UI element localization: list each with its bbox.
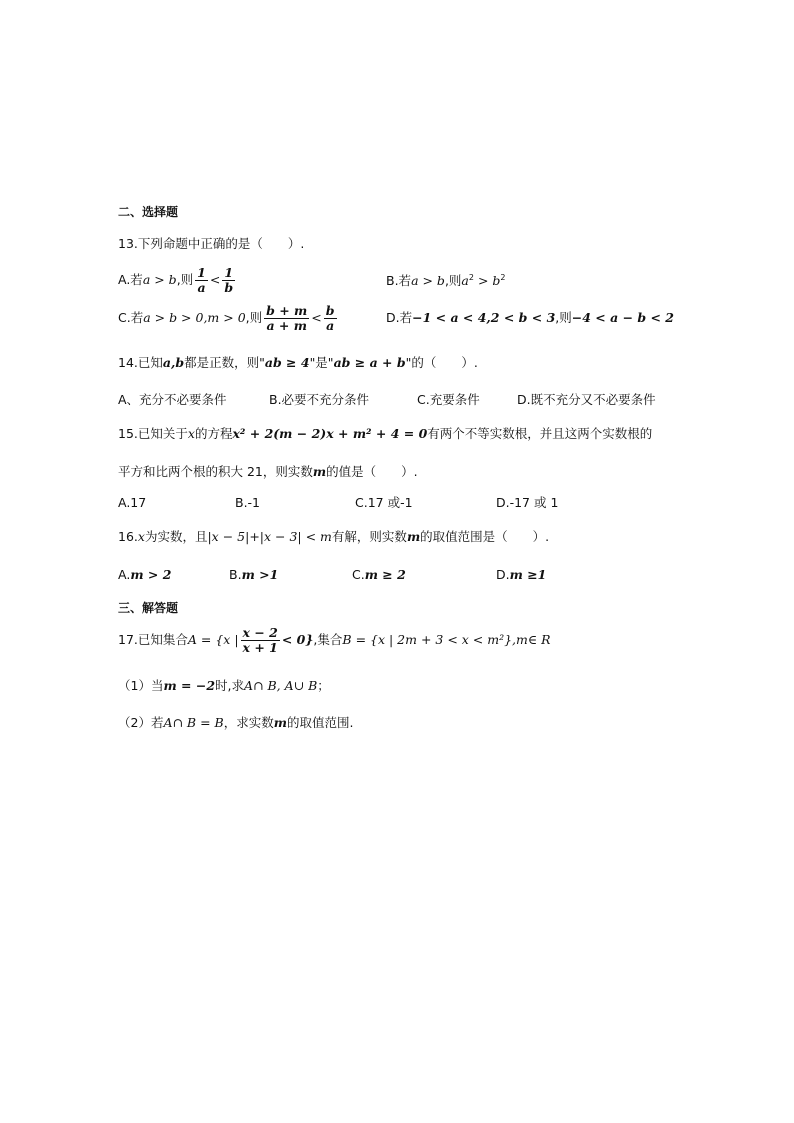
q15-option-d: D.-17 或 1: [496, 495, 559, 510]
q14-option-c: C.充要条件: [417, 392, 480, 407]
q13-option-c: C.若a > b > 0,m > 0,则 $\frac{b + m}{a + m}$ < $\frac{b}{a}$: [118, 303, 335, 333]
q14-option-a: A、充分不必要条件: [118, 392, 227, 407]
q15-option-a: A.17: [118, 495, 147, 510]
fraction: $\frac{x - 2}{x + 1}$: [242, 625, 278, 655]
section-answer-heading: 三、解答题: [118, 601, 179, 615]
q13-option-a: A.若a > b,则 $\frac{1}{a}$ < $\frac{1}{b}$: [118, 265, 234, 295]
q16-option-a: A.m > 2: [118, 567, 172, 582]
q14-option-b: B.必要不充分条件: [269, 392, 370, 407]
q16-option-d: D.m ≥1: [496, 567, 547, 582]
q17-stem: 17.已知集合A = {x | $\frac{x - 2}{x + 1}$ < 0},集合B = {x | 2m + 3 < x < m²},m∈ R: [118, 625, 551, 655]
q14-stem: 14.已知a,b都是正数，则"ab ≥ 4"是"ab ≥ a + b"的（ ）.: [118, 355, 478, 370]
fraction: $\frac{b}{a}$: [325, 303, 335, 333]
q13-option-d: D.若−1 < a < 4,2 < b < 3,则−4 < a − b < 2: [386, 310, 675, 325]
fraction: $\frac{1}{b}$: [224, 265, 234, 295]
q16-option-b: B.m >1: [229, 567, 279, 582]
section-choice-heading: 二、选择题: [118, 205, 179, 219]
q15-option-c: C.17 或-1: [355, 495, 413, 510]
q16-option-c: C.m ≥ 2: [352, 567, 406, 582]
fraction: $\frac{b + m}{a + m}$: [266, 303, 308, 333]
q15-stem-line1: 15.已知关于x的方程x² + 2(m − 2)x + m² + 4 = 0有两个不等实数根，并且这两个实数根的: [118, 426, 653, 441]
q17-part-1: （1）当m = −2时,求A∩ B, A∪ B；: [118, 678, 330, 693]
q15-option-b: B.-1: [235, 495, 261, 510]
q13-stem: 13.下列命题中正确的是（ ）.: [118, 236, 305, 251]
fraction: $\frac{1}{a}$: [197, 265, 206, 295]
q13-option-b: B.若a > b,则$a^2 > b^2$: [386, 273, 506, 289]
q17-part-2: （2）若A∩ B = B，求实数m的取值范围.: [118, 715, 354, 730]
q14-option-d: D.既不充分又不必要条件: [517, 392, 656, 407]
q15-stem-line2: 平方和比两个根的积大 21，则实数m的值是（ ）.: [118, 464, 418, 479]
q16-stem: 16.x为实数，且|x − 5|+|x − 3| < m有解，则实数m的取值范围是（ ）.: [118, 529, 550, 544]
